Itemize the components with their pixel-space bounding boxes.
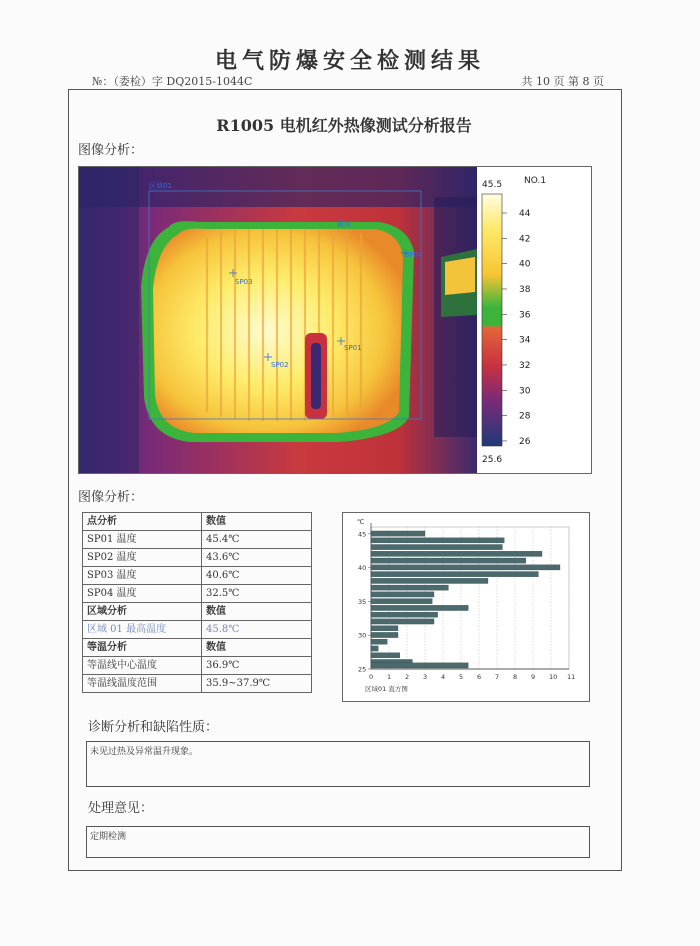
histogram-bar (371, 632, 398, 637)
table-cell-label: SP01 温度 (83, 531, 202, 549)
scale-tick-label: 44 (519, 208, 531, 219)
scale-max: 45.5 (482, 180, 503, 190)
document-title: 电气防爆安全检测结果 (214, 48, 485, 74)
temperature-scale-bar (482, 194, 502, 446)
sp04-label: SP04 (405, 251, 423, 259)
x-tick-label: 11 (567, 673, 576, 681)
scale-tick-label: 30 (519, 386, 531, 397)
max-label: 最高 (337, 220, 351, 228)
scale-tick-label: 34 (519, 335, 531, 346)
histogram-bar (371, 538, 504, 543)
y-tick-label: 40 (358, 564, 367, 573)
table-cell-value: 36.9℃ (202, 657, 312, 675)
report-title: R1005 电机红外热像测试分析报告 (216, 116, 472, 135)
histogram-bar (371, 619, 434, 624)
histogram-bar (371, 605, 468, 610)
histogram-bar (371, 531, 425, 536)
scale-min: 25.6 (482, 455, 503, 465)
section-diagnosis: 诊断分析和缺陷性质： (88, 720, 219, 735)
table-row (83, 567, 312, 585)
table-row (83, 675, 312, 693)
table-cell-value: 43.6℃ (202, 549, 312, 567)
scale-tick-label: 28 (519, 411, 531, 422)
thermal-image (78, 166, 592, 474)
histogram-bar (371, 612, 438, 617)
table-cell-value: 数值 (202, 639, 312, 657)
section-suggestion: 处理意见： (88, 801, 154, 816)
histogram-bar (371, 551, 542, 556)
histogram-bar (371, 626, 398, 631)
y-tick-label: 45 (358, 530, 367, 539)
y-tick-label: 30 (358, 631, 367, 640)
histogram-bar (371, 592, 434, 597)
diagnosis-box (86, 741, 590, 787)
table-row (83, 621, 312, 639)
table-cell-value: 数值 (202, 513, 312, 531)
sp03-label: SP03 (235, 278, 253, 286)
section-image-analysis: 图像分析： (78, 143, 144, 158)
sp02-label: SP02 (271, 361, 289, 369)
histogram-bar (371, 578, 488, 583)
x-tick-label: 10 (549, 673, 558, 681)
table-cell-value: 32.5℃ (202, 585, 312, 603)
table-cell-label: 区域分析 (83, 603, 202, 621)
section-image-analysis-2: 图像分析： (78, 490, 144, 505)
scale-tick-label: 26 (519, 436, 531, 447)
x-tick-label: 7 (495, 673, 500, 681)
x-tick-label: 5 (459, 673, 464, 681)
x-tick-label: 4 (441, 673, 446, 681)
area-label: 区域01 (149, 182, 172, 190)
table-cell-value: 45.4℃ (202, 531, 312, 549)
x-axis-label: 区域01 直方图 (365, 685, 408, 693)
table-cell-value: 35.9~37.9℃ (202, 675, 312, 693)
x-tick-label: 0 (369, 673, 374, 681)
histogram-bar (371, 558, 526, 563)
table-row (83, 549, 312, 567)
histogram-bar (371, 639, 387, 644)
x-tick-label: 8 (513, 673, 518, 681)
table-cell-value: 40.6℃ (202, 567, 312, 585)
y-tick-label: 35 (358, 597, 367, 606)
y-tick-label: 25 (358, 665, 367, 674)
table-cell-label: 区域 01 最高温度 (83, 621, 202, 639)
table-cell-value: 45.8℃ (202, 621, 312, 639)
x-tick-label: 6 (477, 673, 482, 681)
document-number: №：（委检）字 DQ2015-1044C (92, 75, 253, 88)
table-cell-label: SP02 温度 (83, 549, 202, 567)
diagnosis-text: 未见过热及异常温升现象。 (90, 747, 199, 757)
table-cell-label: 等温线中心温度 (83, 657, 202, 675)
table-row (83, 603, 312, 621)
sp01-label: SP01 (344, 344, 362, 352)
histogram-bar (371, 653, 400, 658)
suggestion-box (86, 826, 590, 858)
suggestion-text: 定期检测 (90, 832, 127, 842)
scale-tick-label: 38 (519, 284, 531, 295)
unit-label: ℃ (357, 518, 365, 526)
scale-tick-label: 32 (519, 360, 531, 371)
table-row (83, 585, 312, 603)
table-row (83, 657, 312, 675)
x-tick-label: 9 (531, 673, 536, 681)
scale-tick-label: 36 (519, 310, 531, 321)
scale-tick-label: 40 (519, 259, 531, 270)
histogram-bar (371, 572, 538, 577)
table-cell-label: 等温分析 (83, 639, 202, 657)
histogram-chart (342, 512, 590, 702)
table-cell-label: SP04 温度 (83, 585, 202, 603)
x-tick-label: 3 (423, 673, 428, 681)
x-tick-label: 1 (387, 673, 392, 681)
histogram-bar (371, 599, 432, 604)
analysis-table (82, 512, 312, 693)
histogram-bar (371, 585, 448, 590)
x-tick-label: 2 (405, 673, 410, 681)
table-cell-label: 点分析 (83, 513, 202, 531)
histogram-bar (371, 565, 560, 570)
table-cell-label: 等温线温度范围 (83, 675, 202, 693)
histogram-bar (371, 663, 468, 668)
table-cell-label: SP03 温度 (83, 567, 202, 585)
table-cell-value: 数值 (202, 603, 312, 621)
table-row (83, 639, 312, 657)
scale-name: NO.1 (524, 176, 547, 186)
scale-tick-label: 42 (519, 234, 531, 245)
histogram-bar (371, 544, 502, 549)
histogram-bar (371, 646, 378, 651)
table-row (83, 531, 312, 549)
page-info: 共 10 页 第 8 页 (521, 75, 604, 88)
table-row (83, 513, 312, 531)
